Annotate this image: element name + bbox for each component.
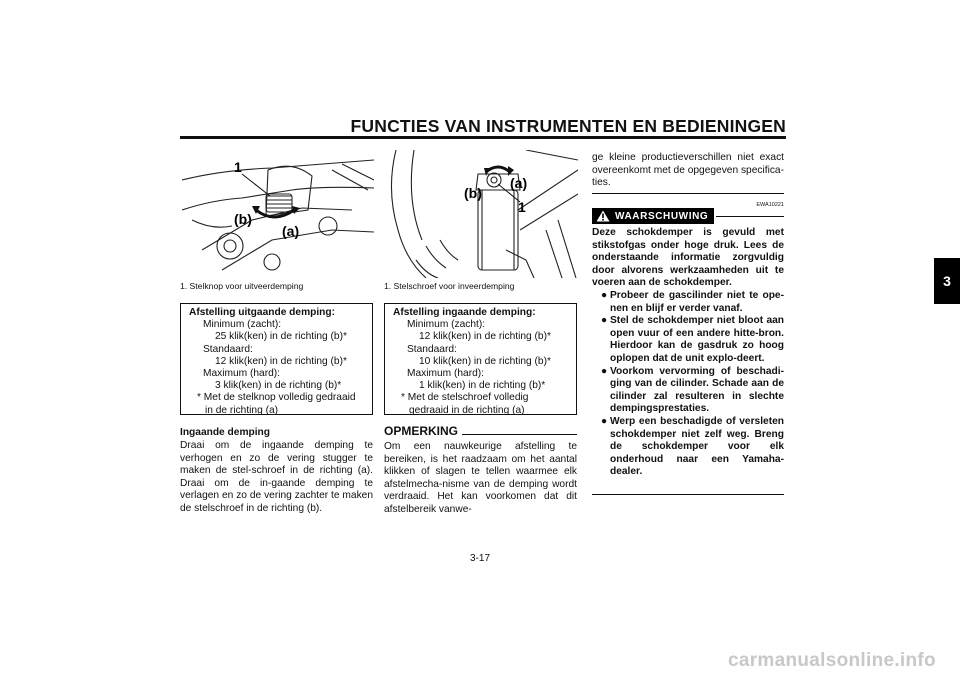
chapter-tab: 3 bbox=[934, 258, 960, 304]
warning-bullet: ● Voorkom vervorming of beschadi-ging van de cilinder. Schade aan de cilinder zal resulteren in slechte dempingsprestaties. bbox=[601, 365, 784, 415]
spec-max-value: 3 klik(ken) in de richting (b)* bbox=[215, 380, 342, 392]
warning-bullet: ● Werp een beschadigde of versleten schokdemper niet zelf weg. Breng de schokdemper voor elk onderhoud naar een Yamaha-dealer. bbox=[601, 415, 784, 478]
label-a: (a) bbox=[282, 223, 300, 239]
spec-min-value: 25 klik(ken) in de richting (b)* bbox=[215, 331, 347, 343]
figure-caption-compression: 1. Stelschroef voor inveerdemping bbox=[384, 281, 515, 291]
spec-std-value: 10 klik(ken) in de richting (b)* bbox=[419, 355, 551, 367]
warning-bottom-rule bbox=[592, 494, 784, 495]
page-header-title: FUNCTIES VAN INSTRUMENTEN EN BEDIENINGEN bbox=[350, 116, 786, 136]
warning-code: EWA10221 bbox=[756, 202, 784, 208]
spec-std-label: Standaard: bbox=[407, 343, 457, 355]
page-number: 3-17 bbox=[469, 553, 490, 564]
spec-std-label: Standaard: bbox=[203, 343, 253, 355]
rebound-adjuster-drawing bbox=[182, 150, 374, 278]
warning-header-rule bbox=[716, 216, 784, 217]
note-continuation-text: ge kleine productieverschillen niet exact overeenkomt met de opgegeven specifica-ties. bbox=[592, 152, 784, 189]
compression-body-text: Draai om de ingaande demping te verhogen en zo de vering stugger te maken de stel-schroef in de richting (a). Draai om de in-gaande demping te verlagen en zo de vering zachter te maken de stelschroef in de richting (b). bbox=[180, 440, 373, 514]
warning-label: WAARSCHUWING bbox=[615, 210, 709, 222]
compression-adjuster-drawing bbox=[386, 150, 578, 278]
warning-triangle-icon bbox=[596, 210, 610, 222]
warning-badge bbox=[592, 208, 714, 224]
spec-min-label: Minimum (zacht): bbox=[407, 319, 486, 331]
rotation-arrow-icon bbox=[486, 167, 510, 172]
spec-title: Afstelling ingaande demping: bbox=[393, 307, 536, 318]
spec-std-value: 12 klik(ken) in de richting (b)* bbox=[215, 355, 347, 367]
spec-title: Afstelling uitgaande demping: bbox=[189, 307, 336, 318]
spec-max-value: 1 klik(ken) in de richting (b)* bbox=[419, 380, 546, 392]
bullet-dot-icon: ● bbox=[601, 290, 608, 301]
note-heading-label: OPMERKING bbox=[384, 424, 459, 438]
bullet-dot-icon: ● bbox=[601, 415, 608, 427]
label-b: (b) bbox=[464, 185, 482, 201]
spec-max-label: Maximum (hard): bbox=[407, 368, 484, 380]
spec-min-label: Minimum (zacht): bbox=[203, 319, 282, 331]
bullet-dot-icon: ● bbox=[601, 365, 608, 377]
label-b: (b) bbox=[234, 211, 252, 227]
bullet-dot-icon: ● bbox=[601, 315, 608, 327]
figure-caption-rebound: 1. Stelknop voor uitveerdemping bbox=[180, 281, 304, 291]
spec-max-label: Maximum (hard): bbox=[203, 368, 280, 380]
spec-box-compression bbox=[384, 303, 577, 415]
warning-top-rule bbox=[592, 193, 784, 194]
rebound-adjuster-illustration bbox=[182, 150, 374, 278]
note-heading bbox=[384, 424, 577, 438]
section-heading-compression: Ingaande demping bbox=[180, 427, 270, 438]
warning-bullet: ● Probeer de gascilinder niet te ope-nen en blijf er verder vanaf. bbox=[601, 290, 784, 314]
warning-bullet-list bbox=[592, 290, 784, 479]
spec-footnote: * Met de stelschroef volledig gedraaid in de richting (a) bbox=[401, 392, 529, 416]
warning-header bbox=[592, 208, 784, 224]
header-rule bbox=[180, 136, 786, 139]
spec-min-value: 12 klik(ken) in de richting (b)* bbox=[419, 331, 551, 343]
warning-bullet: ● Stel de schokdemper niet bloot aan open vuur of een andere hitte-bron. Hierdoor kan de gasdruk zo hoog oplopen dat de unit explo-deert. bbox=[601, 315, 784, 364]
spec-box-rebound bbox=[180, 303, 373, 415]
warning-intro-text: Deze schokdemper is gevuld met stikstofgas onder hoge druk. Lees de onderstaande informatie zorgvuldig door alvorens werkzaamheden uit te voeren aan de schokdemper. bbox=[592, 227, 784, 289]
note-body-text: Om een nauwkeurige afstelling te bereiken, is het raadzaam om het aantal klikken of slagen te tellen waarmee elk afstelmecha-nisme van de demping wordt verdraaid. Het kan voorkomen dat dit afstelbereik vanwe- bbox=[384, 441, 577, 515]
watermark: carmanualsonline.info bbox=[728, 650, 936, 671]
compression-adjuster-illustration bbox=[386, 150, 578, 278]
label-1: 1 bbox=[234, 159, 242, 175]
label-1: 1 bbox=[518, 199, 526, 215]
label-a: (a) bbox=[510, 175, 528, 191]
note-heading-rule bbox=[462, 434, 577, 435]
spec-footnote: * Met de stelknop volledig gedraaid in de richting (a) bbox=[197, 392, 356, 416]
